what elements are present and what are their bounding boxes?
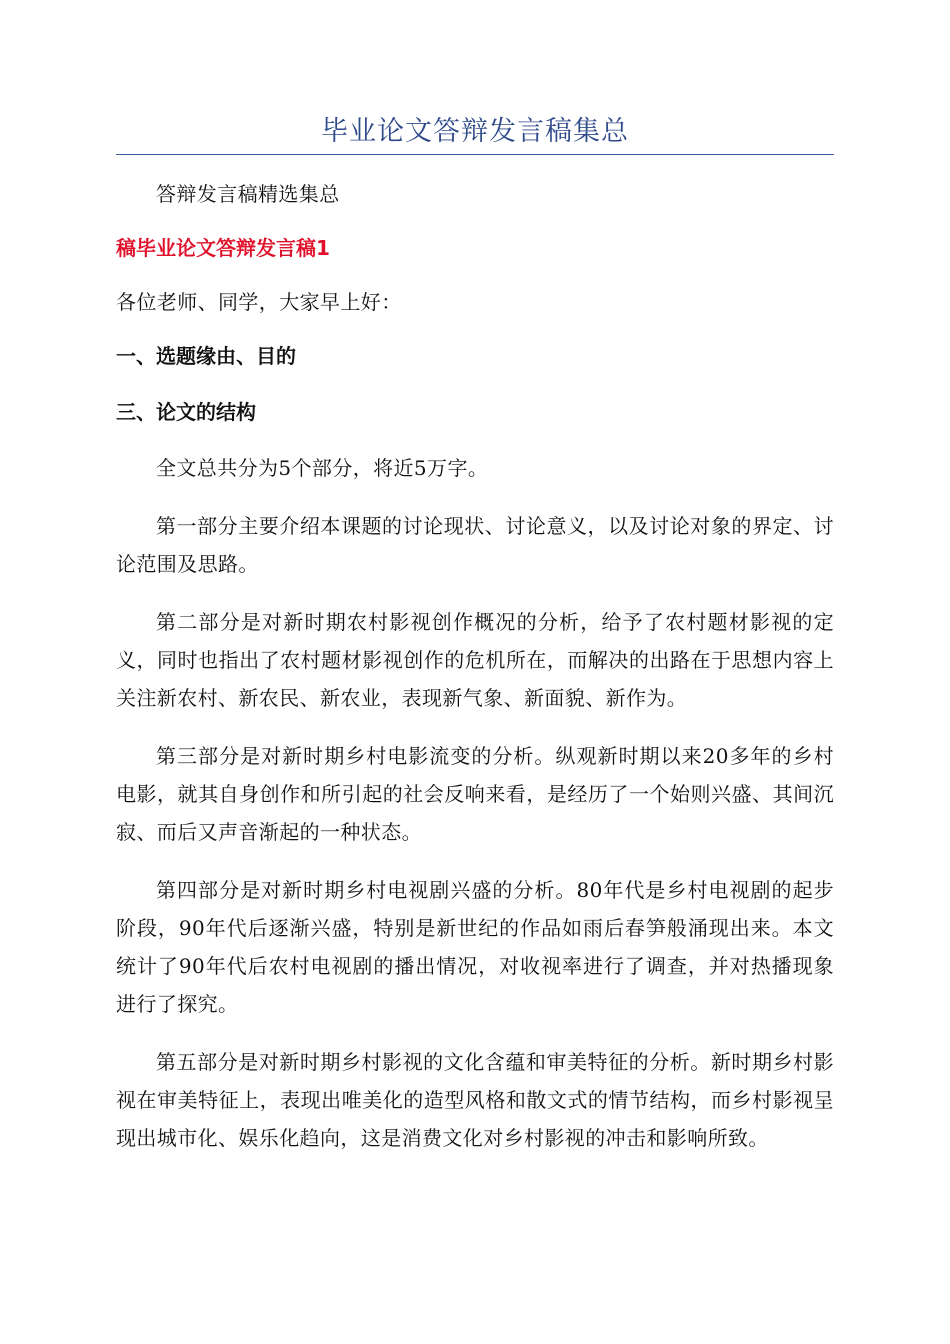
paragraph: 第二部分是对新时期农村影视创作概况的分析，给予了农村题材影视的定义，同时也指出了农村题材影视创作的危机所在，而解决的出路在于思想内容上关注新农村、新农民、新农业，表现新气象、新面貌、新作为。	[116, 610, 834, 710]
paragraph: 第四部分是对新时期乡村电视剧兴盛的分析。80年代是乡村电视剧的起步阶段，90年代后逐渐兴盛，特别是新世纪的作品如雨后春笋般涌现出来。本文统计了90年代后农村电视剧的播出情况，对收视率进行了调查，并对热播现象进行了探究。	[116, 878, 834, 1016]
page-title: 毕业论文答辩发言稿集总	[321, 116, 629, 147]
paragraph: 全文总共分为5个部分，将近5万字。	[156, 456, 489, 480]
title-underline	[116, 154, 834, 155]
paragraph: 第一部分主要介绍本课题的讨论现状、讨论意义，以及讨论对象的界定、讨论范围及思路。	[116, 514, 834, 576]
document-body	[116, 175, 834, 1157]
paragraph: 第五部分是对新时期乡村影视的文化含蕴和审美特征的分析。新时期乡村影视在审美特征上，表现出唯美化的造型风格和散文式的情节结构，而乡村影视呈现出城市化、娱乐化趋向，这是消费文化对乡村影视的冲击和影响所致。	[116, 1050, 834, 1150]
paragraph: 第三部分是对新时期乡村电影流变的分析。纵观新时期以来20多年的乡村电影，就其自身创作和所引起的社会反响来看，是经历了一个始则兴盛、其间沉寂、而后又声音渐起的一种状态。	[116, 744, 834, 844]
subtitle: 答辩发言稿精选集总	[156, 182, 340, 206]
heading-structure: 三、论文的结构	[116, 400, 256, 424]
heading-topic-reason: 一、选题缘由、目的	[116, 344, 296, 368]
section-heading: 稿毕业论文答辩发言稿1	[116, 236, 330, 260]
greeting: 各位老师、同学，大家早上好：	[116, 290, 402, 314]
